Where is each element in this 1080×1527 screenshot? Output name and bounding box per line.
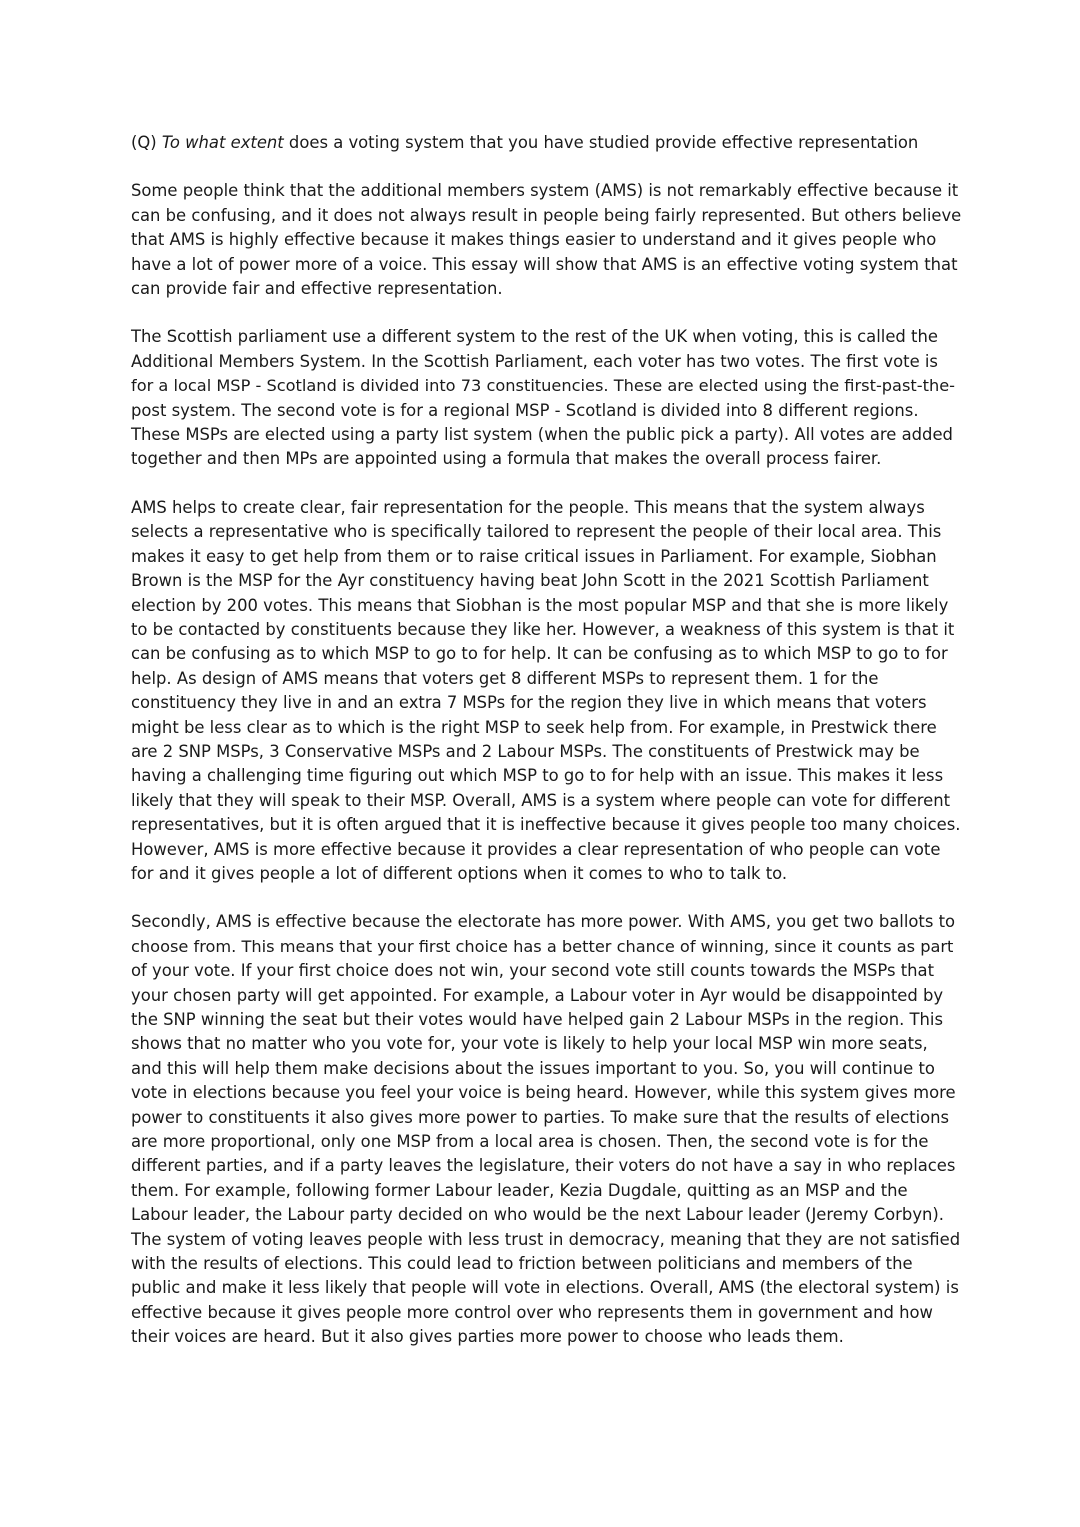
paragraph-line: Some people think that the additional members system (AMS) is not remarkably effective because it	[131, 181, 959, 201]
paragraph-line: public and make it less likely that people will vote in elections. Overall, AMS (the electoral system) is	[131, 1278, 959, 1298]
paragraph-line: are more proportional, only one MSP from a local area is chosen. Then, the second vote is for the	[131, 1132, 929, 1152]
question-prefix: (Q)	[131, 133, 162, 152]
paragraph-line: The system of voting leaves people with less trust in democracy, meaning that they are not satisfied	[131, 1229, 961, 1249]
paragraph-line: are 2 SNP MSPs, 3 Conservative MSPs and 2 Labour MSPs. The constituents of Prestwick may be	[131, 741, 920, 761]
paragraph-line: can be confusing, and it does not always result in people being fairly represented. But others believe	[131, 205, 962, 225]
essay-paragraph	[131, 496, 961, 887]
paragraph-line: representatives, but it is often argued that it is ineffective because it gives people too many choices.	[131, 815, 961, 835]
paragraph-line: Labour leader, the Labour party decided on who would be the next Labour leader (Jeremy Corbyn).	[131, 1205, 945, 1225]
paragraph-line: power to constituents it also gives more power to parties. To make sure that the results of elections	[131, 1107, 950, 1127]
paragraph-line: can provide fair and effective representation.	[131, 279, 503, 299]
paragraph-line: different parties, and if a party leaves the legislature, their voters do not have a say in who replaces	[131, 1156, 956, 1176]
paragraph-line: their voices are heard. But it also gives parties more power to choose who leads them.	[131, 1327, 844, 1347]
question-emphasis: To what extent	[161, 133, 284, 152]
paragraph-line: them. For example, following former Labour leader, Kezia Dugdale, quitting as an MSP and the	[131, 1180, 908, 1200]
paragraph-line: makes it easy to get help from them or to raise critical issues in Parliament. For example, Siobhan	[131, 546, 937, 566]
paragraph-line: together and then MPs are appointed using a formula that makes the overall process fairer.	[131, 449, 882, 469]
paragraph-line: Additional Members System. In the Scottish Parliament, each voter has two votes. The first vote is	[131, 351, 938, 371]
essay-paragraph	[131, 179, 961, 301]
paragraph-line: for a local MSP - Scotland is divided into 73 constituencies. These are elected using the first-past-the-	[131, 376, 956, 396]
paragraph-line: likely that they will speak to their MSP. Overall, AMS is a system where people can vote for different	[131, 790, 951, 810]
paragraph-line: Secondly, AMS is effective because the electorate has more power. With AMS, you get two ballots to	[131, 912, 956, 932]
paragraph-line: These MSPs are elected using a party list system (when the public pick a party). All votes are added	[131, 425, 953, 445]
paragraph-line: However, AMS is more effective because it provides a clear representation of who people can vote	[131, 839, 941, 859]
paragraph-line: of your vote. If your first choice does not win, your second vote still counts towards the MSPs that	[131, 961, 935, 981]
paragraph-line: having a challenging time figuring out which MSP to go to for help with an issue. This makes it less	[131, 766, 944, 786]
paragraph-line: choose from. This means that your first choice has a better chance of winning, since it counts as part	[131, 936, 954, 956]
paragraph-line: for and it gives people a lot of different options when it comes to who to talk to.	[131, 863, 788, 883]
essay-paragraph	[131, 325, 961, 471]
paragraph-line: that AMS is highly effective because it makes things easier to understand and it gives people who	[131, 230, 937, 250]
paragraph-line: AMS helps to create clear, fair representation for the people. This means that the system always	[131, 497, 925, 517]
paragraph-line: have a lot of power more of a voice. This essay will show that AMS is an effective voting system that	[131, 254, 958, 274]
paragraph-line: Brown is the MSP for the Ayr constituency having beat John Scott in the 2021 Scottish Parliament	[131, 571, 929, 591]
paragraph-line: selects a representative who is specifically tailored to represent the people of their local area. This	[131, 522, 942, 542]
paragraph-line: with the results of elections. This could lead to friction between politicians and members of the	[131, 1254, 913, 1274]
essay-paragraph	[131, 910, 961, 1349]
paragraph-line: can be confusing as to which MSP to go to for help. It can be confusing as to which MSP to go to for	[131, 644, 948, 664]
paragraph-line: and this will help them make decisions about the issues important to you. So, you will continue to	[131, 1058, 935, 1078]
paragraph-line: help. As design of AMS means that voters get 8 different MSPs to represent them. 1 for the	[131, 668, 879, 688]
paragraph-line: the SNP winning the seat but their votes would have helped gain 2 Labour MSPs in the region. This	[131, 1010, 944, 1029]
essay-body	[131, 179, 961, 1349]
paragraph-line: effective because it gives people more control over who represents them in government and how	[131, 1302, 933, 1322]
paragraph-line: election by 200 votes. This means that Siobhan is the most popular MSP and that she is more likely	[131, 595, 949, 615]
question-text: does a voting system that you have studied provide effective representation	[283, 133, 919, 152]
paragraph-line: might be less clear as to which is the right MSP to seek help from. For example, in Prestwick there	[131, 717, 937, 737]
paragraph-line: vote in elections because you feel your voice is being heard. However, while this system gives more	[131, 1083, 956, 1103]
essay-question	[131, 131, 961, 155]
paragraph-line: constituency they live in and an extra 7 MSPs for the region they live in which means that voters	[131, 693, 927, 713]
paragraph-line: your chosen party will get appointed. For example, a Labour voter in Ayr would be disappointed by	[131, 985, 944, 1005]
essay-page	[131, 131, 961, 1374]
paragraph-line: to be contacted by constituents because they like her. However, a weakness of this system is that it	[131, 619, 955, 639]
paragraph-line: post system. The second vote is for a regional MSP - Scotland is divided into 8 different regions.	[131, 400, 919, 420]
paragraph-line: shows that no matter who you vote for, your vote is likely to help your local MSP win more seats,	[131, 1034, 928, 1054]
paragraph-line: The Scottish parliament use a different system to the rest of the UK when voting, this is called the	[131, 327, 938, 347]
